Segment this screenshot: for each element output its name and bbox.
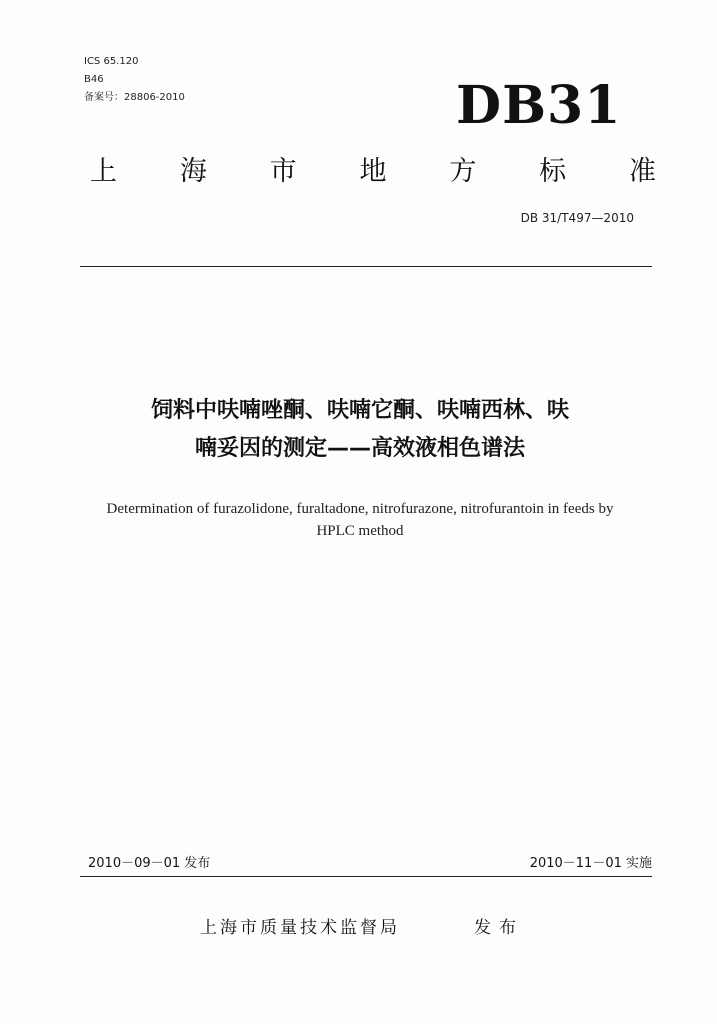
chinese-title-line: 喃妥因的测定——高效液相色谱法 (194, 436, 525, 461)
standard-type-char: 地 (359, 156, 387, 187)
standard-type-char: 准 (628, 156, 656, 187)
implement-date: 2010－11－01 实施 (529, 856, 652, 871)
issuing-authority: 上海市质量技术监督局 (200, 918, 400, 938)
ccs-code: B46 (84, 74, 104, 85)
english-title (50, 498, 670, 542)
standard-type-char: 市 (269, 156, 297, 187)
chinese-title (50, 392, 670, 468)
record-number: 备案号：28806-2010 (84, 92, 185, 103)
standard-type-heading (90, 152, 656, 192)
footer-divider (80, 876, 652, 877)
standard-type-char: 海 (179, 156, 207, 187)
chinese-title-line: 饲料中呋喃唑酮、呋喃它酮、呋喃西林、呋 (150, 398, 569, 423)
ics-code: ICS 65.120 (84, 56, 139, 67)
standard-type-char: 方 (449, 156, 477, 187)
issue-label: 发布 (474, 918, 524, 938)
english-title-line: Determination of furazolidone, furaltadone, nitrofurazone, nitrofurantoin in feeds by (106, 501, 614, 517)
standard-number: DB 31/T497—2010 (520, 211, 634, 225)
english-title-line: HPLC method (316, 523, 404, 539)
issue-date: 2010－09－01 发布 (88, 856, 211, 871)
standard-type-char: 上 (90, 156, 117, 187)
header-divider (80, 266, 652, 267)
db31-logo: DB31 (456, 75, 622, 136)
standard-type-char: 标 (539, 156, 567, 187)
